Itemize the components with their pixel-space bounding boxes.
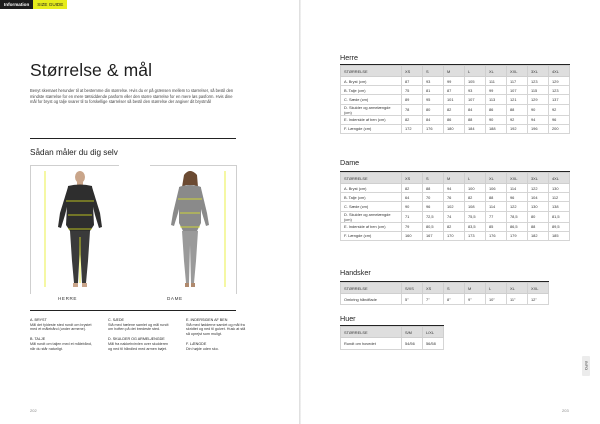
table-row bbox=[341, 95, 570, 104]
table-row bbox=[341, 231, 570, 240]
section-title-dame: Dame bbox=[340, 158, 360, 167]
column-header: S/M bbox=[402, 327, 423, 338]
table-cell: 176 bbox=[423, 124, 444, 133]
table-cell: D. Skulder og armelængde (cm) bbox=[341, 104, 402, 115]
table-cell: 87 bbox=[444, 86, 465, 95]
side-index-tab: INFO bbox=[582, 356, 590, 376]
table-cell: A. Bryst (cm) bbox=[341, 184, 402, 193]
column-header: 3XL bbox=[528, 173, 549, 184]
table-cell: 179 bbox=[507, 231, 528, 240]
table-cell: 100 bbox=[465, 184, 486, 193]
table-cell: 82 bbox=[402, 115, 423, 124]
table-cell: 84 bbox=[465, 104, 486, 115]
table-cell: 90 bbox=[528, 104, 549, 115]
table-cell: 5" bbox=[402, 294, 423, 305]
table-cell: 121 bbox=[507, 95, 528, 104]
column-header: S bbox=[444, 283, 465, 294]
table-cell: 83,5 bbox=[465, 222, 486, 231]
table-cell: 94 bbox=[444, 184, 465, 193]
definitions-col-3 bbox=[186, 318, 250, 356]
table-cell: 113 bbox=[486, 95, 507, 104]
column-header: XXL bbox=[528, 283, 549, 294]
table-cell: 123 bbox=[549, 86, 570, 95]
table-cell: 200 bbox=[549, 124, 570, 133]
herre-table-wrap bbox=[340, 64, 570, 134]
table-row bbox=[341, 124, 570, 133]
table-cell: 86,5 bbox=[507, 222, 528, 231]
section-title-huer: Huer bbox=[340, 314, 356, 323]
column-header: STØRRELSE bbox=[341, 173, 402, 184]
handsker-size-table bbox=[340, 282, 549, 305]
column-header: S/XS bbox=[402, 283, 423, 294]
figure-label-dame: DAME bbox=[167, 296, 183, 301]
table-cell: 77 bbox=[486, 211, 507, 222]
table-cell: 114 bbox=[507, 184, 528, 193]
definitions-col-1 bbox=[30, 318, 92, 356]
table-cell: 75,5 bbox=[465, 211, 486, 222]
table-cell: 172 bbox=[402, 124, 423, 133]
tab-information: Information bbox=[0, 0, 33, 9]
dame-size-table bbox=[340, 172, 570, 241]
definitions-col-2 bbox=[108, 318, 172, 356]
column-header: S bbox=[423, 173, 444, 184]
table-cell: C. Sæde (cm) bbox=[341, 202, 402, 211]
table-cell: 89,5 bbox=[549, 222, 570, 231]
column-header: STØRRELSE bbox=[341, 283, 402, 294]
table-cell: 96 bbox=[549, 115, 570, 124]
table-cell: 117 bbox=[507, 77, 528, 86]
dame-table-wrap bbox=[340, 171, 570, 241]
intro-text: Benyt skemaet herunder til at bestemme din størrelse. Hvis du er på grænsen mellem to størrelser, så bestil den mindste størrelse for en mere tætsiddende pasform eller den større størrelse for en mere løs pasform. Hvis dine mål for bryst og talje svarer til to forskellige størrelser så bestil den størrelse der angiver dit brystmål bbox=[30, 88, 234, 105]
male-model-figure bbox=[45, 171, 102, 287]
table-cell: 123 bbox=[528, 77, 549, 86]
herre-size-table bbox=[340, 65, 570, 134]
section-title-handsker: Handsker bbox=[340, 268, 371, 277]
table-cell: 102 bbox=[444, 202, 465, 211]
table-cell: 92 bbox=[549, 104, 570, 115]
table-header-row bbox=[341, 173, 570, 184]
table-cell: 86 bbox=[444, 115, 465, 124]
divider bbox=[30, 310, 236, 311]
table-cell: 54/56 bbox=[402, 338, 423, 350]
table-cell: 93 bbox=[423, 77, 444, 86]
table-cell: 107 bbox=[465, 95, 486, 104]
table-cell: 88 bbox=[423, 184, 444, 193]
table-cell: 82 bbox=[465, 193, 486, 202]
table-row bbox=[341, 86, 570, 95]
table-cell: 72,5 bbox=[423, 211, 444, 222]
table-row bbox=[341, 202, 570, 211]
table-row bbox=[341, 211, 570, 222]
table-cell: 192 bbox=[507, 124, 528, 133]
column-header: L bbox=[465, 66, 486, 77]
table-cell: 111 bbox=[486, 77, 507, 86]
table-cell: B. Talje (cm) bbox=[341, 86, 402, 95]
table-cell: 137 bbox=[549, 95, 570, 104]
table-row bbox=[341, 184, 570, 193]
table-cell: 185 bbox=[549, 231, 570, 240]
table-cell: 129 bbox=[528, 95, 549, 104]
table-cell: 196 bbox=[528, 124, 549, 133]
table-cell: 8" bbox=[444, 294, 465, 305]
table-cell: 129 bbox=[549, 77, 570, 86]
column-header: L bbox=[465, 173, 486, 184]
divider bbox=[30, 138, 236, 139]
column-header: XS bbox=[402, 173, 423, 184]
column-header: 3XL bbox=[528, 66, 549, 77]
table-cell: 75 bbox=[402, 86, 423, 95]
table-cell: E. Inderside af ben (cm) bbox=[341, 222, 402, 231]
table-cell: 114 bbox=[486, 202, 507, 211]
table-cell: 81 bbox=[423, 86, 444, 95]
definition-item: C. SÆDE Stå med hælene samlet og mål rundt om hoften på det bredeste sted. bbox=[108, 318, 169, 332]
table-cell: Rundt om hovedet bbox=[341, 338, 402, 350]
table-cell: 56/58 bbox=[423, 338, 444, 350]
table-header-row bbox=[341, 283, 549, 294]
table-cell: 80,5 bbox=[423, 222, 444, 231]
table-cell: 92 bbox=[507, 115, 528, 124]
table-cell: F. Længde (cm) bbox=[341, 124, 402, 133]
table-cell: 101 bbox=[444, 95, 465, 104]
table-row bbox=[341, 77, 570, 86]
table-cell: 138 bbox=[549, 202, 570, 211]
column-header: STØRRELSE bbox=[341, 66, 402, 77]
table-cell: D. Skulder og armelængde (cm) bbox=[341, 211, 402, 222]
table-cell: 90 bbox=[486, 115, 507, 124]
column-header: 4XL bbox=[549, 173, 570, 184]
section-tab bbox=[0, 0, 67, 9]
table-cell: 96 bbox=[423, 202, 444, 211]
table-cell: 85 bbox=[486, 222, 507, 231]
table-cell: F. Længde (cm) bbox=[341, 231, 402, 240]
table-header-row bbox=[341, 327, 444, 338]
column-header: M bbox=[465, 283, 486, 294]
column-header: S bbox=[423, 66, 444, 77]
table-cell: 130 bbox=[528, 202, 549, 211]
table-row bbox=[341, 104, 570, 115]
table-cell: 7" bbox=[423, 294, 444, 305]
female-model-figure bbox=[171, 171, 225, 287]
table-cell: 99 bbox=[444, 77, 465, 86]
table-cell: 130 bbox=[549, 184, 570, 193]
column-header: XS bbox=[402, 66, 423, 77]
table-cell: 10" bbox=[486, 294, 507, 305]
huer-size-table bbox=[340, 326, 444, 350]
table-cell: 173 bbox=[465, 231, 486, 240]
table-cell: 184 bbox=[465, 124, 486, 133]
column-header: XXL bbox=[507, 173, 528, 184]
table-cell: 78,5 bbox=[507, 211, 528, 222]
definition-item: B. TALJE Mål rundt om taljen med et målebånd, når du står naturligt. bbox=[30, 337, 92, 351]
column-header: XXL bbox=[507, 66, 528, 77]
table-cell: 88 bbox=[507, 104, 528, 115]
table-cell: 167 bbox=[423, 231, 444, 240]
table-cell: 105 bbox=[465, 77, 486, 86]
table-cell: 89 bbox=[402, 95, 423, 104]
table-cell: A. Bryst (cm) bbox=[341, 77, 402, 86]
table-cell: 88 bbox=[465, 115, 486, 124]
table-cell: Omkring håndflade bbox=[341, 294, 402, 305]
table-cell: 82 bbox=[444, 222, 465, 231]
table-cell: 115 bbox=[528, 86, 549, 95]
table-cell: 112 bbox=[549, 193, 570, 202]
column-header: STØRRELSE bbox=[341, 327, 402, 338]
table-row bbox=[341, 222, 570, 231]
column-header: XL bbox=[507, 283, 528, 294]
table-header-row bbox=[341, 66, 570, 77]
model-figures-illustration bbox=[30, 165, 236, 295]
table-cell: B. Talje (cm) bbox=[341, 193, 402, 202]
table-cell: 122 bbox=[528, 184, 549, 193]
column-header: L bbox=[486, 283, 507, 294]
table-cell: 71 bbox=[402, 211, 423, 222]
table-cell: 84 bbox=[423, 115, 444, 124]
table-cell: 104 bbox=[528, 193, 549, 202]
table-cell: 78 bbox=[402, 104, 423, 115]
table-cell: 180 bbox=[444, 124, 465, 133]
table-row bbox=[341, 338, 444, 350]
table-cell: 99 bbox=[486, 86, 507, 95]
page-number-right: 203 bbox=[562, 408, 569, 413]
table-cell: 70 bbox=[423, 193, 444, 202]
handsker-table-wrap bbox=[340, 281, 549, 305]
definition-item: D. SKULDER OG ARMELÆNGDE Mål fra nakkehvirvlen over skulderen og ned til håndled med armen bøjet. bbox=[108, 337, 169, 351]
page-number-left: 202 bbox=[30, 408, 37, 413]
column-header: 4XL bbox=[549, 66, 570, 77]
table-cell: 90 bbox=[402, 202, 423, 211]
table-row bbox=[341, 193, 570, 202]
page-title: Størrelse & mål bbox=[30, 60, 153, 80]
table-cell: 76 bbox=[444, 193, 465, 202]
measure-subtitle: Sådan måler du dig selv bbox=[30, 148, 118, 157]
table-cell: 80 bbox=[423, 104, 444, 115]
table-cell: 74 bbox=[444, 211, 465, 222]
table-cell: 11" bbox=[507, 294, 528, 305]
huer-table-wrap bbox=[340, 325, 444, 350]
table-row bbox=[341, 294, 549, 305]
table-cell: E. Inderside af ben (cm) bbox=[341, 115, 402, 124]
table-cell: 160 bbox=[402, 231, 423, 240]
table-cell: 82 bbox=[402, 184, 423, 193]
table-cell: 79 bbox=[402, 222, 423, 231]
table-cell: 81,5 bbox=[549, 211, 570, 222]
table-cell: 122 bbox=[507, 202, 528, 211]
table-cell: 82 bbox=[444, 104, 465, 115]
definition-item: E. INDERSIDEN AF BEN Stå med fødderne samlet og mål fra skridtet og ned til gulvet. Husk at stå så oprejst som muligt. bbox=[186, 318, 246, 337]
column-header: M bbox=[444, 173, 465, 184]
column-header: XL bbox=[486, 66, 507, 77]
column-header: M bbox=[444, 66, 465, 77]
column-header: XS bbox=[423, 283, 444, 294]
definition-item: F. LÆNGDE Din højde uden sko. bbox=[186, 341, 219, 351]
table-cell: 107 bbox=[507, 86, 528, 95]
definition-item: A. BRYST Mål det fyldeste sted rundt om brystet med et målebånd (under armene). bbox=[30, 318, 92, 332]
page-gutter bbox=[299, 0, 301, 424]
table-cell: 86 bbox=[486, 104, 507, 115]
table-cell: 188 bbox=[486, 124, 507, 133]
table-row bbox=[341, 115, 570, 124]
table-cell: 95 bbox=[423, 95, 444, 104]
table-cell: 96 bbox=[507, 193, 528, 202]
figure-label-herre: HERRE bbox=[58, 296, 78, 301]
section-title-herre: Herre bbox=[340, 53, 358, 62]
table-cell: 87 bbox=[402, 77, 423, 86]
column-header: L/XL bbox=[423, 327, 444, 338]
table-cell: C. Sæde (cm) bbox=[341, 95, 402, 104]
table-cell: 170 bbox=[444, 231, 465, 240]
table-cell: 94 bbox=[528, 115, 549, 124]
table-cell: 176 bbox=[486, 231, 507, 240]
table-cell: 88 bbox=[486, 193, 507, 202]
table-cell: 88 bbox=[528, 222, 549, 231]
table-cell: 93 bbox=[465, 86, 486, 95]
table-cell: 80 bbox=[528, 211, 549, 222]
table-cell: 12" bbox=[528, 294, 549, 305]
tab-size-guide: SIZE GUIDE bbox=[33, 0, 67, 9]
table-cell: 64 bbox=[402, 193, 423, 202]
table-cell: 106 bbox=[486, 184, 507, 193]
column-header: XL bbox=[486, 173, 507, 184]
table-cell: 9" bbox=[465, 294, 486, 305]
table-cell: 182 bbox=[528, 231, 549, 240]
table-cell: 108 bbox=[465, 202, 486, 211]
